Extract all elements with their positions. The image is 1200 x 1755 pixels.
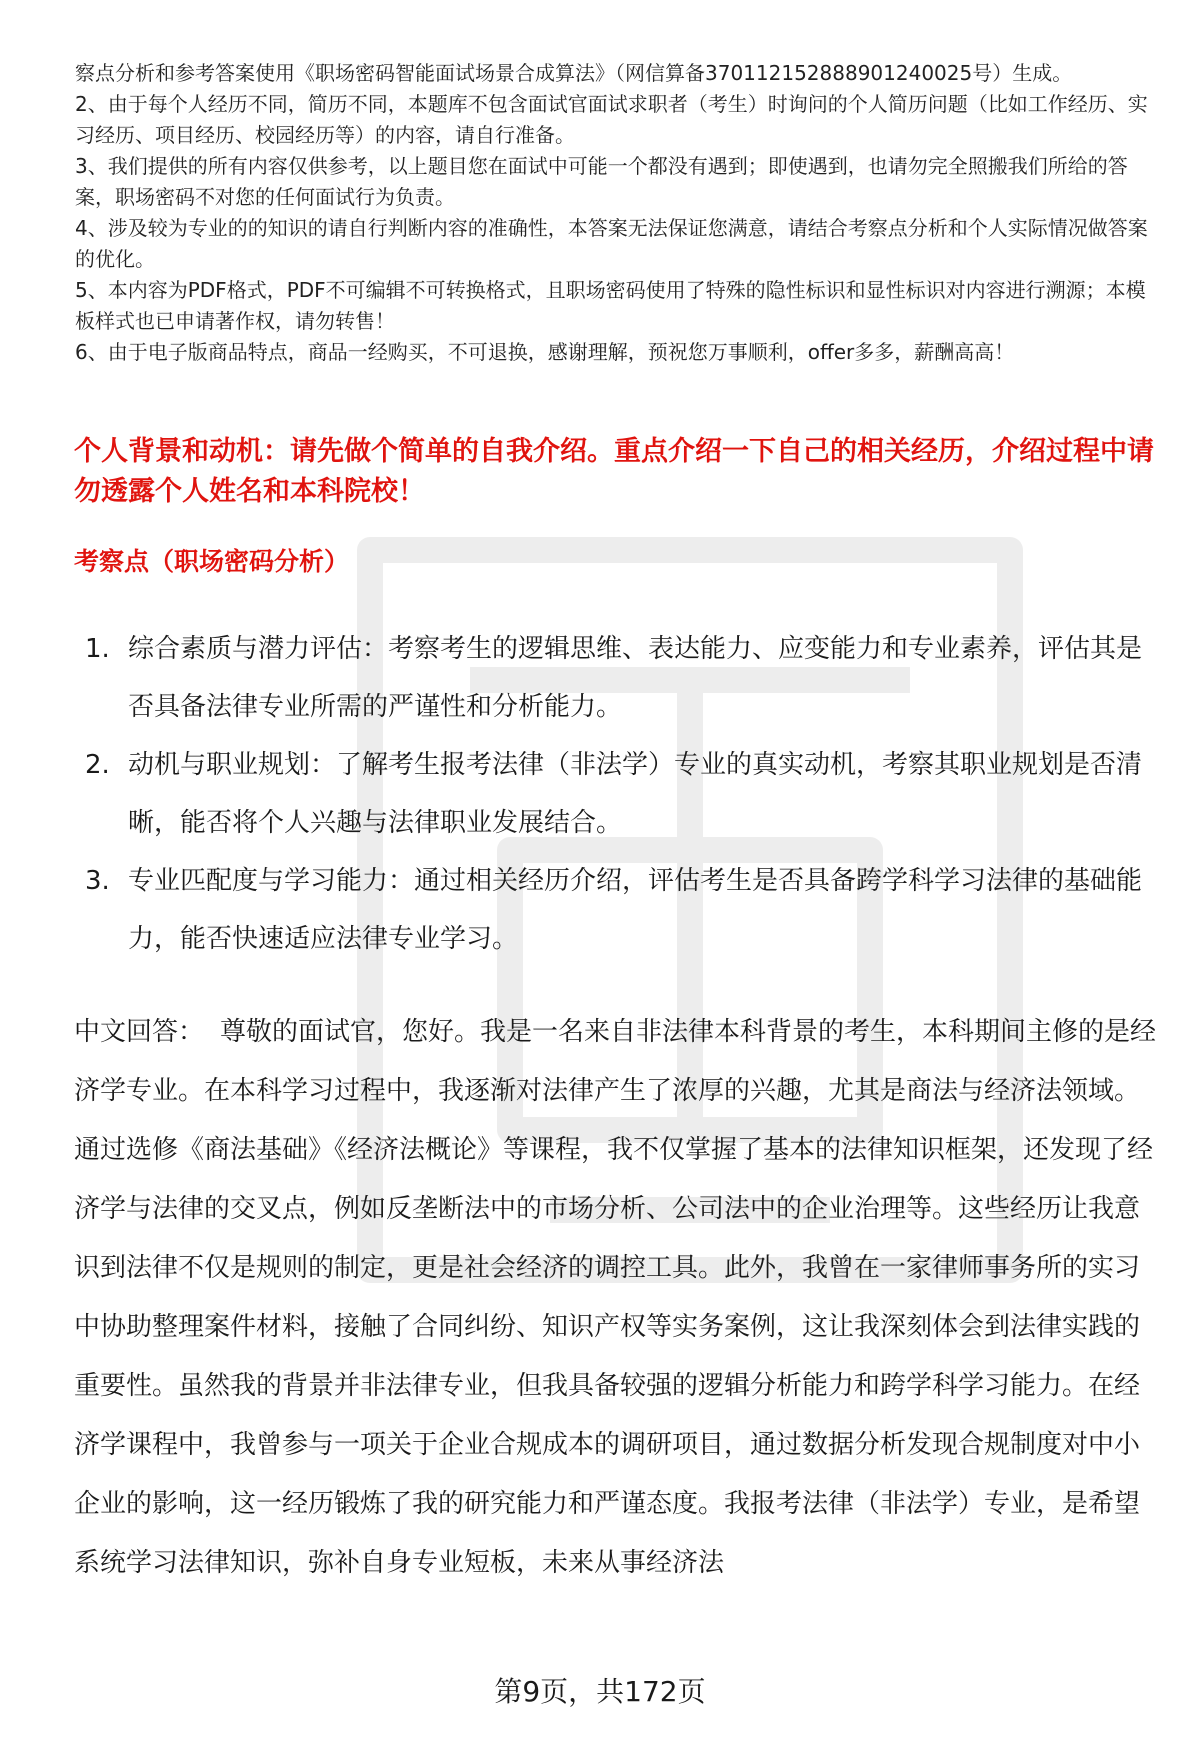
note-line: 2、由于每个人经历不同，简历不同，本题库不包含面试官面试求职者（考生）时询问的个人简历问题（比如工作经历、实习经历、项目经历、校园经历等）的内容，请自行准备。 [75, 92, 1148, 147]
point-number: 1. [85, 634, 110, 664]
interview-question: 个人背景和动机：请先做个简单的自我介绍。重点介绍一下自己的相关经历，介绍过程中请勿透露个人姓名和本科院校！ [74, 436, 1154, 507]
note-line: 3、我们提供的所有内容仅供参考，以上题目您在面试中可能一个都没有遇到；即使遇到，也请勿完全照搬我们所给的答案，职场密码不对您的任何面试行为负责。 [75, 154, 1128, 209]
analysis-point [85, 620, 1160, 736]
note-line: 6、由于电子版商品特点，商品一经购买，不可退换，感谢理解，预祝您万事顺利，offer多多，薪酬高高！ [75, 340, 1015, 364]
point-text: 动机与职业规划：了解考生报考法律（非法学）专业的真实动机，考察其职业规划是否清晰，能否将个人兴趣与法律职业发展结合。 [128, 750, 1143, 838]
note-line: 察点分析和参考答案使用《职场密码智能面试场景合成算法》（网信算备370112152888901240025号）生成。 [75, 61, 1073, 85]
answer-paragraph [74, 1003, 1160, 1593]
answer-text: 尊敬的面试官，您好。我是一名来自非法律本科背景的考生，本科期间主修的是经济学专业。在本科学习过程中，我逐渐对法律产生了浓厚的兴趣，尤其是商法与经济法领域。通过选修《商法基础》《经济法概论》等课程，我不仅掌握了基本的法律知识框架，还发现了经济学与法律的交叉点，例如反垄断法中的市场分析、公司法中的企业治理等。这些经历让我意识到法律不仅是规则的制定，更是社会经济的调控工具。此外，我曾在一家律师事务所的实习中协助整理案件材料，接触了合同纠纷、知识产权等实务案例，这让我深刻体会到法律实践的重要性。虽然我的背景并非法律专业，但我具备较强的逻辑分析能力和跨学科学习能力。在经济学课程中，我曾参与一项关于企业合规成本的调研项目，通过数据分析发现合规制度对中小企业的影响，这一经历锻炼了我的研究能力和严谨态度。我报考法律（非法学）专业，是希望系统学习法律知识，弥补自身专业短板，未来从事经济法 [74, 1017, 1157, 1578]
point-text: 专业匹配度与学习能力：通过相关经历介绍，评估考生是否具备跨学科学习法律的基础能力，能否快速适应法律专业学习。 [128, 866, 1143, 954]
point-text: 综合素质与潜力评估：考察考生的逻辑思维、表达能力、应变能力和专业素养，评估其是否具备法律专业所需的严谨性和分析能力。 [128, 634, 1143, 722]
point-number: 3. [85, 866, 110, 896]
page-footer: 第9页，共172页 [494, 1675, 706, 1708]
point-number: 2. [85, 750, 110, 780]
note-line: 4、涉及较为专业的的知识的请自行判断内容的准确性，本答案无法保证您满意，请结合考察点分析和个人实际情况做答案的优化。 [75, 216, 1148, 271]
analysis-point [85, 852, 1160, 968]
analysis-points-list [85, 620, 1160, 968]
analysis-title: 考察点（职场密码分析） [74, 547, 350, 576]
analysis-point [85, 736, 1160, 852]
note-line: 5、本内容为PDF格式，PDF不可编辑不可转换格式，且职场密码使用了特殊的隐性标识和显性标识对内容进行溯源；本模板样式也已申请著作权，请勿转售！ [75, 278, 1146, 333]
disclaimer-notes [75, 58, 1155, 368]
answer-label: 中文回答： [74, 1017, 205, 1047]
